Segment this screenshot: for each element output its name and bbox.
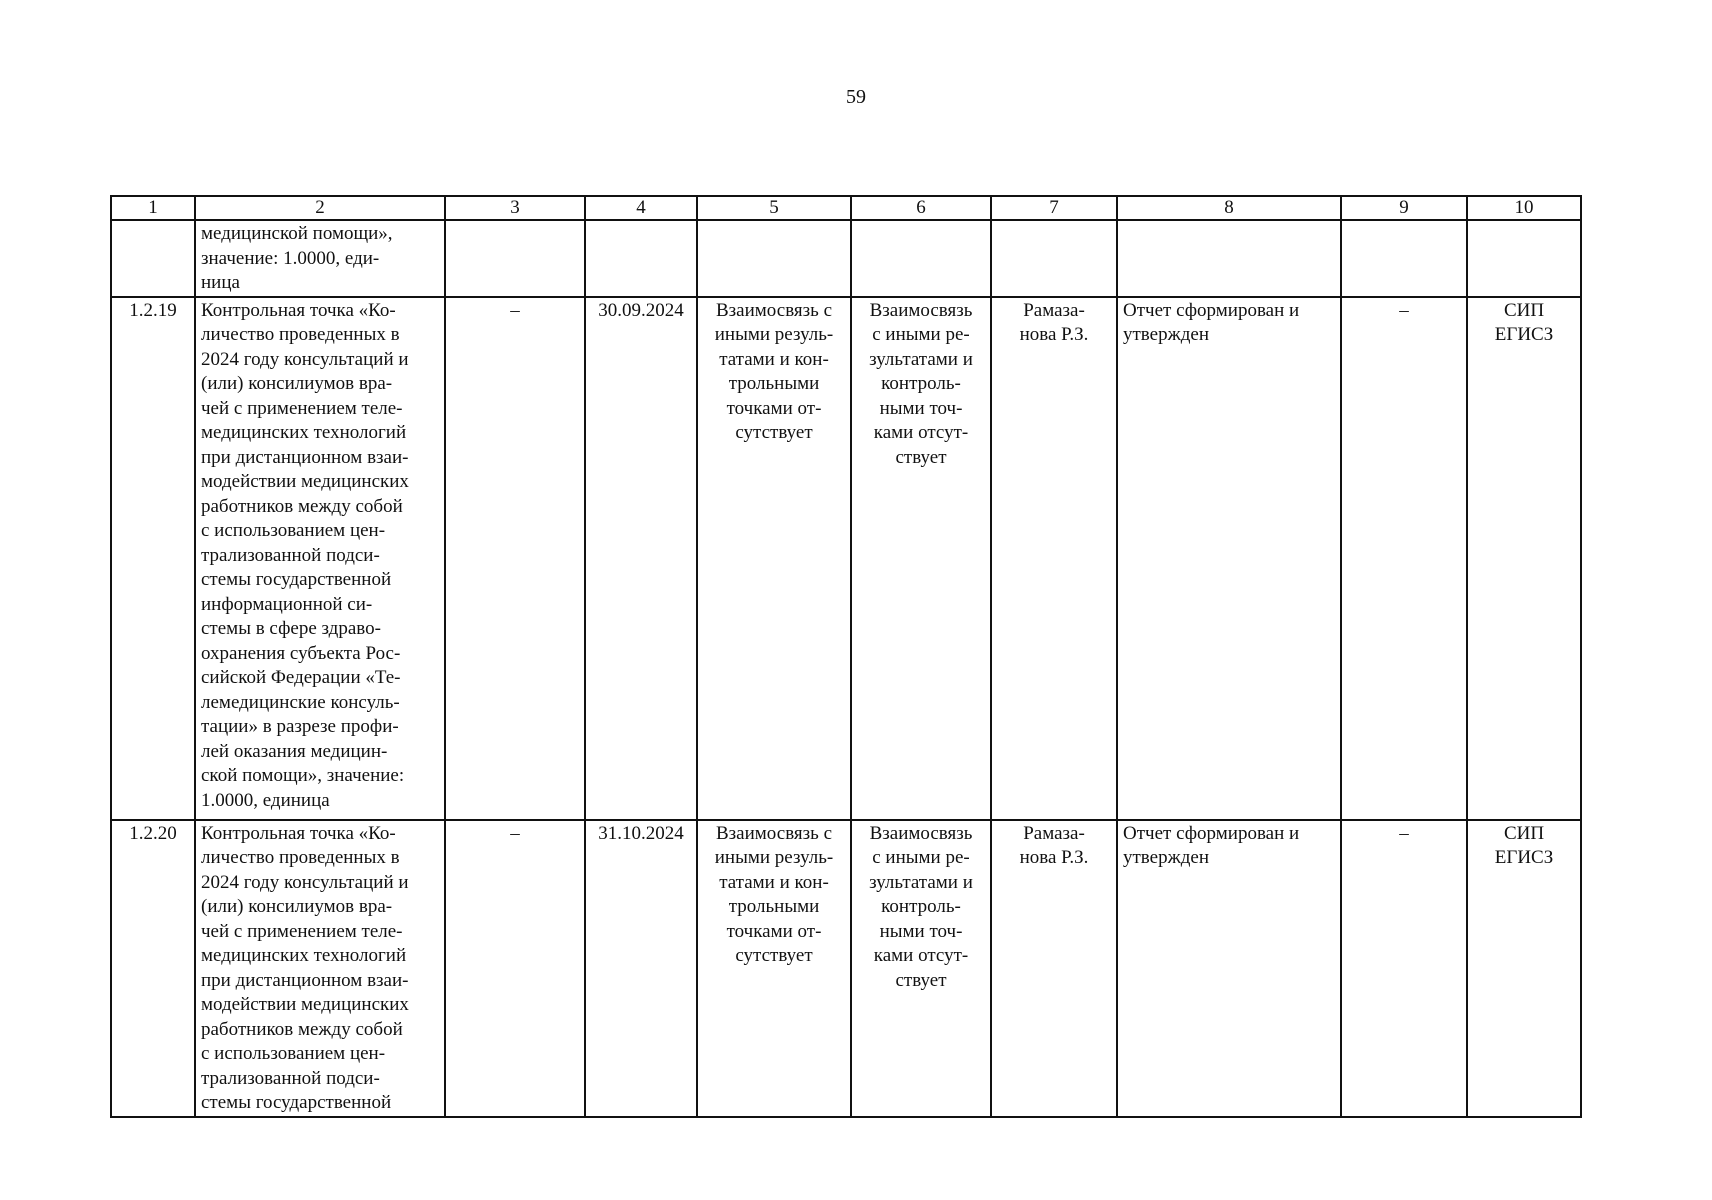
row-number: 1.2.19 [111, 297, 195, 820]
col9-value: – [1341, 297, 1467, 820]
text-line: с иными ре- [872, 324, 970, 345]
column-header-4: 4 [585, 196, 697, 220]
text-line: Отчет сформирован и [1123, 299, 1300, 321]
text-line: точками от- [726, 920, 822, 942]
name-line: чей с применением теле- [201, 920, 403, 942]
name-line: модействии медицинских [201, 471, 409, 492]
name-line: с использованием цен- [201, 1043, 386, 1064]
text-line: ствует [895, 969, 947, 991]
cont-name-line: ница [201, 272, 240, 293]
text-line: ЕГИСЗ [1494, 847, 1554, 868]
name-line: трализованной подси- [201, 544, 380, 566]
name-line: работников между собой [201, 1018, 403, 1040]
column-header-6: 6 [851, 196, 991, 220]
text-line: ными точ- [879, 397, 963, 419]
name-line: при дистанционном взаи- [201, 969, 409, 991]
text-line: Взаимосвязь с [715, 299, 833, 321]
relation-checkpoints-cell [851, 297, 991, 820]
name-line: сийской Федерации «Те- [201, 667, 401, 688]
text-line: трольными [728, 896, 820, 917]
name-line: стемы государственной [201, 1092, 392, 1113]
column-header-1: 1 [111, 196, 195, 220]
relation-checkpoints-cell [851, 820, 991, 1117]
continuation-row [111, 220, 1581, 297]
name-line: информационной си- [201, 593, 373, 615]
relation-results-cell [697, 297, 851, 820]
text-line: Отчет сформирован и [1123, 822, 1300, 844]
plan-table [110, 195, 1582, 1118]
column-header-3: 3 [445, 196, 585, 220]
cont-cell-name [195, 220, 445, 297]
text-line: СИП [1503, 822, 1545, 844]
text-line: сутствует [735, 945, 813, 966]
column-header-8: 8 [1117, 196, 1341, 220]
text-line: иными резуль- [714, 324, 834, 345]
name-line: (или) консилиумов вра- [201, 373, 393, 394]
text-line: нова Р.З. [1019, 324, 1089, 345]
result-document [1117, 820, 1341, 1117]
cont-cell-3 [445, 220, 585, 297]
name-line: тации» в разрезе профи- [201, 716, 399, 737]
cont-name-line: значение: 1.0000, еди- [201, 247, 380, 269]
text-line: ками отсут- [873, 422, 969, 443]
name-line: личество проведенных в [201, 324, 400, 345]
col9-value: – [1341, 820, 1467, 1117]
name-line: 2024 году консультаций и [201, 871, 409, 893]
name-line: трализованной подси- [201, 1067, 380, 1089]
row-number: 1.2.20 [111, 820, 195, 1117]
name-line: личество проведенных в [201, 847, 400, 868]
column-header-9: 9 [1341, 196, 1467, 220]
responsible-person [991, 820, 1117, 1117]
cont-name-line: медицинской помощи», [201, 223, 393, 244]
name-line: ской помощи», значение: [201, 765, 405, 786]
text-line: Взаимосвязь [869, 299, 973, 321]
text-line: татами и кон- [719, 871, 829, 893]
due-date: 31.10.2024 [585, 820, 697, 1117]
column-header-7: 7 [991, 196, 1117, 220]
cont-cell-num [111, 220, 195, 297]
text-line: зультатами и [869, 348, 973, 370]
text-line: Взаимосвязь с [715, 822, 833, 844]
info-system [1467, 297, 1581, 820]
cont-cell-10 [1467, 220, 1581, 297]
responsible-person [991, 297, 1117, 820]
text-line: ствует [895, 446, 947, 468]
cont-cell-5 [697, 220, 851, 297]
text-line: зультатами и [869, 871, 973, 893]
checkpoint-name [195, 820, 445, 1117]
text-line: ными точ- [879, 920, 963, 942]
text-line: нова Р.З. [1019, 847, 1089, 868]
due-date: 30.09.2024 [585, 297, 697, 820]
text-line: ЕГИСЗ [1494, 324, 1554, 345]
name-line: при дистанционном взаи- [201, 446, 409, 468]
cont-cell-6 [851, 220, 991, 297]
text-line: Взаимосвязь [869, 822, 973, 844]
table-row [111, 297, 1581, 820]
name-line: стемы государственной [201, 569, 392, 590]
text-line: сутствует [735, 422, 813, 443]
column-header-10: 10 [1467, 196, 1581, 220]
col3-value: – [445, 297, 585, 820]
name-line: 1.0000, единица [201, 789, 330, 811]
header-row [111, 196, 1581, 220]
text-line: ками отсут- [873, 945, 969, 966]
cont-cell-4 [585, 220, 697, 297]
page-number: 59 [846, 86, 866, 108]
text-line: Рамаза- [1023, 822, 1085, 844]
cont-cell-7 [991, 220, 1117, 297]
text-line: СИП [1503, 299, 1545, 321]
relation-results-cell [697, 820, 851, 1117]
name-line: с использованием цен- [201, 520, 386, 541]
text-line: контроль- [881, 896, 961, 917]
info-system [1467, 820, 1581, 1117]
name-line: работников между собой [201, 495, 403, 517]
result-document [1117, 297, 1341, 820]
table-row [111, 820, 1581, 1117]
name-line: чей с применением теле- [201, 397, 403, 419]
text-line: иными резуль- [714, 847, 834, 868]
text-line: контроль- [881, 373, 961, 394]
name-line: лей оказания медицин- [201, 740, 388, 762]
name-line: лемедицинские консуль- [201, 691, 400, 713]
name-line: Контрольная точка «Ко- [201, 822, 396, 844]
cont-cell-8 [1117, 220, 1341, 297]
name-line: Контрольная точка «Ко- [201, 299, 396, 321]
name-line: стемы в сфере здраво- [201, 618, 381, 639]
text-line: утвержден [1123, 324, 1209, 345]
col3-value: – [445, 820, 585, 1117]
cont-cell-9 [1341, 220, 1467, 297]
column-header-5: 5 [697, 196, 851, 220]
name-line: 2024 году консультаций и [201, 348, 409, 370]
text-line: трольными [728, 373, 820, 394]
text-line: татами и кон- [719, 348, 829, 370]
checkpoint-name [195, 297, 445, 820]
name-line: медицинских технологий [201, 945, 407, 966]
text-line: утвержден [1123, 847, 1209, 868]
name-line: модействии медицинских [201, 994, 409, 1015]
text-line: точками от- [726, 397, 822, 419]
name-line: охранения субъекта Рос- [201, 642, 401, 664]
name-line: медицинских технологий [201, 422, 407, 443]
text-line: с иными ре- [872, 847, 970, 868]
name-line: (или) консилиумов вра- [201, 896, 393, 917]
column-header-2: 2 [195, 196, 445, 220]
text-line: Рамаза- [1023, 299, 1085, 321]
